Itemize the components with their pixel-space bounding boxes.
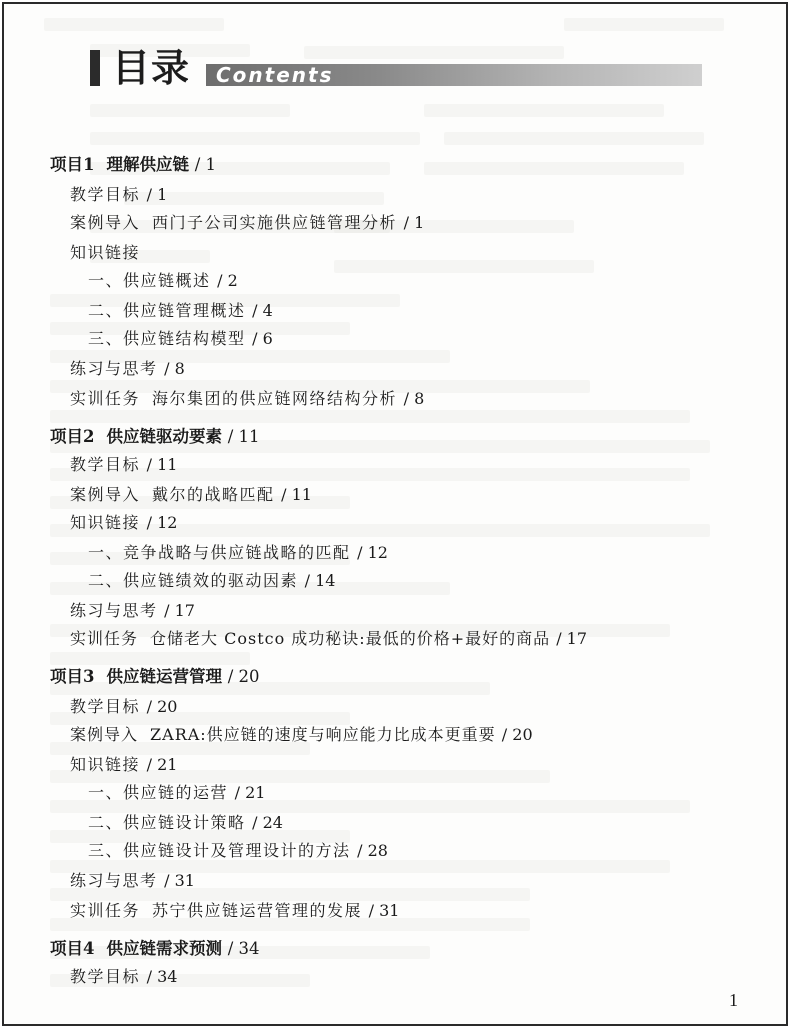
toc-item[interactable]: 案例导入 戴尔的战略匹配 / 11 <box>70 485 312 504</box>
page-subtitle: Contents <box>216 63 334 87</box>
toc-subitem[interactable]: 二、供应链管理概述 / 4 <box>88 301 273 320</box>
toc-item[interactable]: 知识链接 / 21 <box>70 755 178 774</box>
toc-item[interactable]: 练习与思考 / 31 <box>70 871 195 890</box>
toc-subitem[interactable]: 三、供应链设计及管理设计的方法 / 28 <box>88 841 388 860</box>
toc-item[interactable]: 实训任务 仓储老大 Costco 成功秘诀:最低的价格+最好的商品 / 17 <box>70 629 588 648</box>
header-accent-bar <box>90 50 100 86</box>
toc-project[interactable]: 项目1 理解供应链 / 1 <box>50 155 217 174</box>
book-page <box>2 2 788 1026</box>
toc-item[interactable]: 实训任务 海尔集团的供应链网络结构分析 / 8 <box>70 389 425 408</box>
toc-subitem[interactable]: 一、供应链的运营 / 21 <box>88 783 266 802</box>
toc-project[interactable]: 项目3 供应链运营管理 / 20 <box>50 667 260 686</box>
toc-item[interactable]: 知识链接 / 12 <box>70 513 178 532</box>
toc-subitem[interactable]: 三、供应链结构模型 / 6 <box>88 329 273 348</box>
toc-item[interactable]: 案例导入 西门子公司实施供应链管理分析 / 1 <box>70 213 425 232</box>
toc-project[interactable]: 项目2 供应链驱动要素 / 11 <box>50 427 260 446</box>
toc-item[interactable]: 练习与思考 / 8 <box>70 359 185 378</box>
toc-item[interactable]: 教学目标 / 1 <box>70 185 168 204</box>
toc-subitem[interactable]: 一、竞争战略与供应链战略的匹配 / 12 <box>88 543 388 562</box>
header-banner <box>206 64 702 86</box>
toc-item[interactable]: 实训任务 苏宁供应链运营管理的发展 / 31 <box>70 901 400 920</box>
toc-item[interactable]: 教学目标 / 20 <box>70 697 178 716</box>
toc-project[interactable]: 项目4 供应链需求预测 / 34 <box>50 939 260 958</box>
toc-item[interactable]: 练习与思考 / 17 <box>70 601 195 620</box>
toc-item[interactable]: 知识链接 <box>70 243 141 262</box>
toc-subitem[interactable]: 二、供应链绩效的驱动因素 / 14 <box>88 571 336 590</box>
toc-item[interactable]: 教学目标 / 11 <box>70 455 178 474</box>
page-number: 1 <box>729 990 738 1010</box>
toc-subitem[interactable]: 二、供应链设计策略 / 24 <box>88 813 283 832</box>
page-title: 目录 <box>112 46 191 90</box>
toc-item[interactable]: 案例导入 ZARA:供应链的速度与响应能力比成本更重要 / 20 <box>70 725 533 744</box>
toc-item[interactable]: 教学目标 / 34 <box>70 967 178 986</box>
toc-subitem[interactable]: 一、供应链概述 / 2 <box>88 271 238 290</box>
